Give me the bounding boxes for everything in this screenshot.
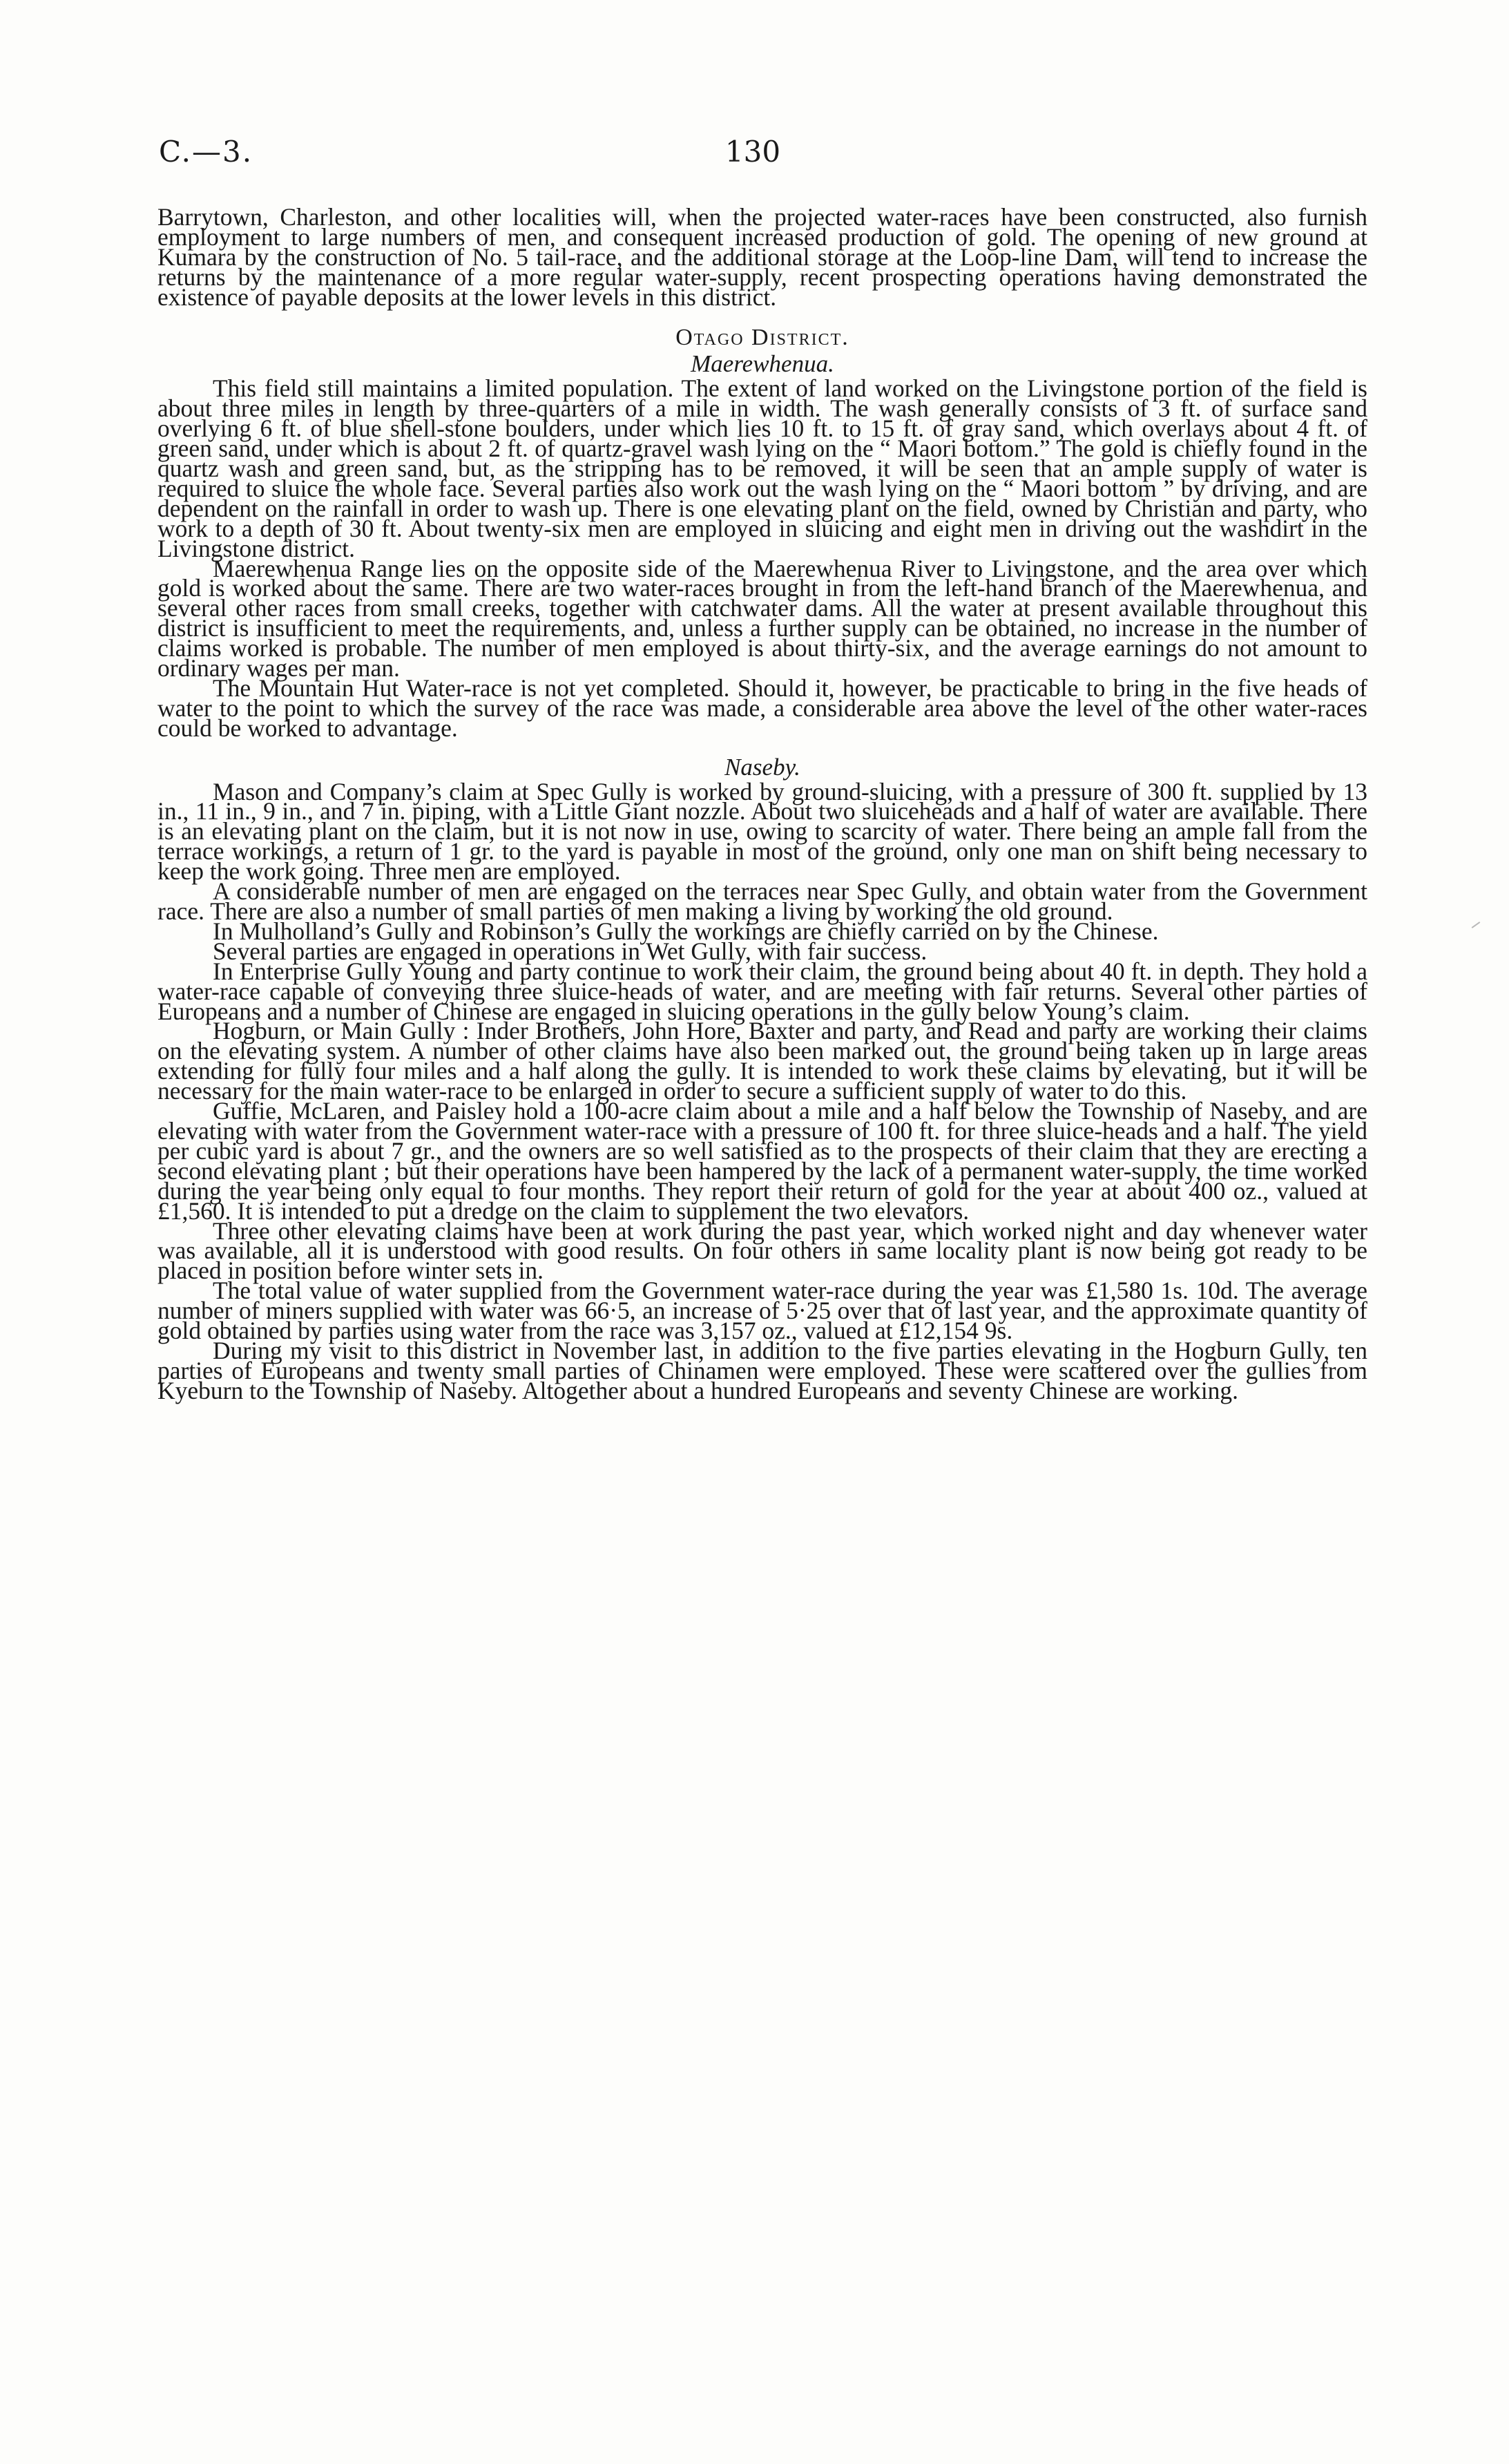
paragraph: Several parties are engaged in operations in Wet Gully, with fair success. [213,937,927,965]
paragraph: The total value of water supplied from the Government water-race during the year was £1,580 1s. 10d. The average number of miners supplied with water was 66·5, an increase of 5·25 over that of last year, and the approximate quantity of gold obtained by parties using water from the race was 3,157 oz., valued at £12,154 9s. [157,1277,1367,1345]
section-heading-maerewhenua: Maerewhenua. [691,350,834,378]
body-text [157,203,1367,1404]
paragraph: A considerable number of men are engaged on the terraces near Spec Gully, and obtain water from the Government race. There are also a number of small parties of men making a living by working the old ground. [157,877,1367,925]
paragraph: In Enterprise Gully Young and party continue to work their claim, the ground being about 40 ft. in depth. They hold a water-race capable of conveying three sluice-heads of water, and are meeting with fair returns. Several other parties of Europeans and a number of Chinese are engaged in sluicing operations in the gully below Young’s claim. [157,957,1367,1025]
page-number: 130 [724,135,781,169]
paragraph: During my visit to this district in November last, in addition to the five parties elevating in the Hogburn Gully, ten parties of Europeans and twenty small parties of Chinamen were employed. These were scattered over the gullies from Kyeburn to the Township of Naseby. Altogether about a hundred Europeans and seventy Chinese are working. [157,1336,1367,1404]
paragraph: Maerewhenua Range lies on the opposite side of the Maerewhenua River to Livingstone, and the area over which gold is worked about the same. There are two water-races brought in from the left-hand branch of the Maerewhenua, and several other races from small creeks, together with catchwater dams. All the water at present available throughout this district is insufficient to meet the requirements, and, unless a further supply can be obtained, no increase in the number of claims worked is probable. The number of men employed is about thirty-six, and the average earnings do not amount to ordinary wages per man. [157,554,1367,682]
section-heading-naseby: Naseby. [724,753,800,781]
page-header [159,135,1367,176]
paragraph: Guffie, McLaren, and Paisley hold a 100-acre claim about a mile and a half below the Township of Naseby, and are elevating with water from the Government water-race with a pressure of 100 ft. for three sluice-heads and a half. The yield per cubic yard is about 7 gr., and the owners are so well satisfied as to the prospects of their claim that they are erecting a second elevating plant ; but their operations have been hampered by the lack of a permanent water-supply, the time worked during the year being only equal to four months. They report their return of gold for the year at about 400 oz., valued at £1,560. It is intended to put a dredge on the claim to supplement the two elevators. [157,1097,1367,1225]
paragraph: Three other elevating claims have been at work during the past year, which worked night and day whenever water was available, all it is understood with good results. On four others in same locality plant is now being got ready to be placed in position before winter sets in. [157,1216,1367,1285]
paragraph: Mason and Company’s claim at Spec Gully is worked by ground-sluicing, with a pressure of 300 ft. supplied by 13 in., 11 in., 9 in., and 7 in. piping, with a Little Giant nozzle. About two sluiceheads and a half of water are available. There is an elevating plant on the claim, but it is not now in use, owing to scarcity of water. There being an ample fall from the terrace workings, a return of 1 gr. to the yard is payable in most of the ground, only one man on shift being necessary to keep the work going. Three men are employed. [157,777,1367,886]
paragraph: In Mulholland’s Gully and Robinson’s Gully the workings are chiefly carried on by the Chinese. [213,917,1159,945]
margin-pencil-mark [1472,921,1481,928]
document-reference: C.—3. [159,135,253,169]
intro-paragraph: Barrytown, Charleston, and other localities will, when the projected water-races have been constructed, also furnish employment to large numbers of men, and consequent increased production of gold. The opening of new ground at Kumara by the construction of No. 5 tail-race, and the additional storage at the Loop-line Dam, will tend to increase the returns by the maintenance of a more regular water-supply, recent prospecting operations having demonstrated the existence of payable deposits at the lower levels in this district. [157,203,1367,311]
paragraph: This field still maintains a limited population. The extent of land worked on the Livingstone portion of the field is about three miles in length by three-quarters of a mile in width. The wash generally consists of 3 ft. of surface sand overlying 6 ft. of blue shell-stone boulders, under which lies 10 ft. to 15 ft. of gray sand, which overlays about 4 ft. of green sand, under which is about 2 ft. of quartz-gravel wash lying on the “ Maori bottom.” The gold is chiefly found in the quartz wash and green sand, but, as the stripping has to be removed, it will be seen that an ample supply of water is required to sluice the whole face. Several parties also work out the wash lying on the “ Maori bottom ” by driving, and are dependent on the rainfall in order to wash up. There is one elevating plant on the field, owned by Christian and party, who work to a depth of 30 ft. About twenty-six men are employed in sluicing and eight men in driving out the washdirt in the Livingstone district. [157,374,1367,562]
paragraph: Hogburn, or Main Gully : Inder Brothers, John Hore, Baxter and party, and Read and party are working their claims on the elevating system. A number of other claims have also been marked out, the ground being taken up in large areas extending for fully four miles and a half along the gully. It is intended to work these claims by elevating, but it will be necessary for the main water-race to be enlarged in order to secure a sufficient supply of water to do this. [157,1017,1367,1105]
paragraph: The Mountain Hut Water-race is not yet completed. Should it, however, be practicable to bring in the five heads of water to the point to which the survey of the race was made, a considerable area above the level of the other water-races could be worked to advantage. [157,674,1367,742]
district-title: Otago District. [675,324,849,350]
